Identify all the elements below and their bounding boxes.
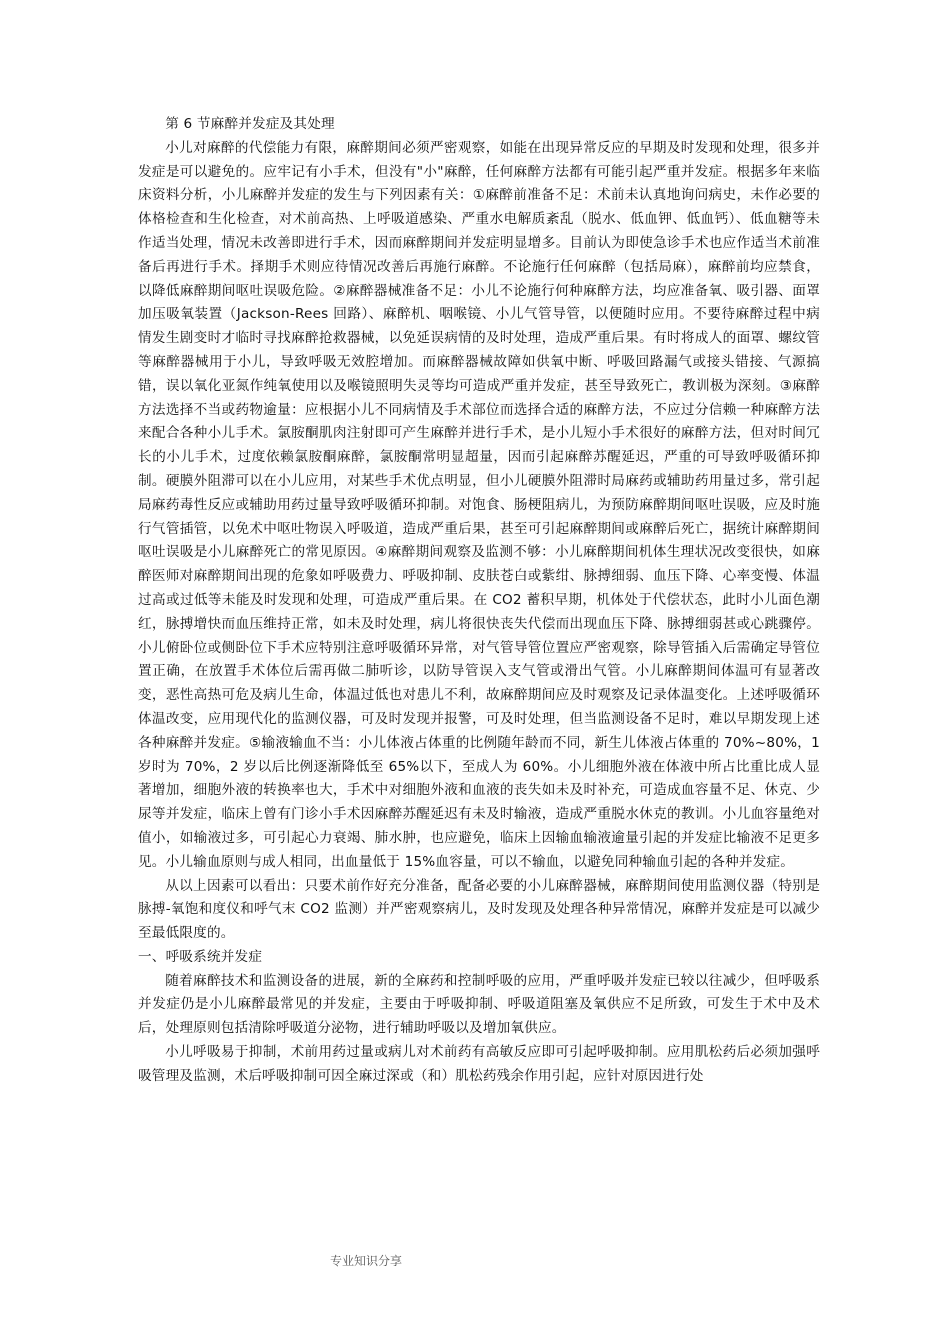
heading-respiratory-complications: 一、呼吸系统并发症 <box>138 948 263 965</box>
paragraph-summary: 从以上因素可以看出：只要术前作好充分准备，配备必要的小儿麻醉器械，麻醉期间使用监测仪器（特别是脉搏-氧饱和度仪和呼气末 CO2 监测）并严密观察病儿，及时发现及处理各种异常情况，麻醉并发症是可以减少至最低限度的。 <box>138 877 820 942</box>
document-body <box>138 113 820 1089</box>
paragraph-factors: 小儿对麻醉的代偿能力有限，麻醉期间必须严密观察，如能在出现异常反应的早期及时发现和处理，很多并发症是可以避免的。应牢记有小手术，但没有"小"麻醉，任何麻醉方法都有可能引起严重并发症。根据多年来临床资料分析，小儿麻醉并发症的发生与下列因素有关：①麻醉前准备不足：术前未认真地询问病史，未作必要的体格检查和生化检查，对术前高热、上呼吸道感染、严重水电解质紊乱（脱水、低血钾、低血钙）、低血糖等未作适当处理，情况未改善即进行手术，因而麻醉期间并发症明显增多。目前认为即使急诊手术也应作适当术前准备后再进行手术。择期手术则应待情况改善后再施行麻醉。不论施行任何麻醉（包括局麻），麻醉前均应禁食，以降低麻醉期间呕吐误吸危险。②麻醉器械准备不足：小儿不论施行何种麻醉方法，均应准备氧、吸引器、面罩加压吸氧装置（Jackson-Rees 回路）、麻醉机、咽喉镜、小儿气管导管，以便随时应用。不要待麻醉过程中病情发生剧变时才临时寻找麻醉抢救器械，以免延误病情的及时处理，造成严重后果。有时将成人的面罩、螺纹管等麻醉器械用于小儿，导致呼吸无效腔增加。而麻醉器械故障如供氧中断、呼吸回路漏气或接头错接、气源搞错，误以氧化亚氮作纯氧使用以及喉镜照明失灵等均可造成严重并发症，甚至导致死亡，教训极为深刻。③麻醉方法选择不当或药物逾量：应根据小儿不同病情及手术部位而选择合适的麻醉方法，不应过分信赖一种麻醉方法来配合各种小儿手术。氯胺酮肌肉注射即可产生麻醉并进行手术，是小儿短小手术很好的麻醉方法，但对时间冗长的小儿手术，过度依赖氯胺酮麻醉，氯胺酮常明显超量，因而引起麻醉苏醒延迟，严重的可导致呼吸循环抑制。硬膜外阻滞可以在小儿应用，对某些手术优点明显，但小儿硬膜外阻滞时局麻药或辅助药用量过多，常引起局麻药毒性反应或辅助用药过量导致呼吸循环抑制。对饱食、肠梗阻病儿，为预防麻醉期间呕吐误吸，应及时施行气管插管，以免术中呕吐物误入呼吸道，造成严重后果，甚至可引起麻醉期间或麻醉后死亡，据统计麻醉期间呕吐误吸是小儿麻醉死亡的常见原因。④麻醉期间观察及监测不够：小儿麻醉期间机体生理状况改变很快，如麻醉医师对麻醉期间出现的危象如呼吸费力、呼吸抑制、皮肤苍白或紫绀、脉搏细弱、血压下降、心率变慢、体温过高或过低等未能及时发现和处理，可造成严重后果。在 CO2 蓄积早期，机体处于代偿状态，此时小儿面色潮红，脉搏增快而血压维持正常，如未及时处理，病儿将很快丧失代偿而出现血压下降、脉搏细弱甚或心跳骤停。小儿俯卧位或侧卧位下手术应特别注意呼吸循环异常，对气管导管位置应严密观察，除导管插入后需确定导管位置正确，在放置手术体位后需再做二肺听诊，以防导管误入支气管或滑出气管。小儿麻醉期间体温可有显著改变，恶性高热可危及病儿生命，体温过低也对患儿不利，故麻醉期间应及时观察及记录体温变化。上述呼吸循环体温改变，应用现代化的监测仪器，可及时发现并报警，可及时处理，但当监测设备不足时，难以早期发现上述各种麻醉并发症。⑤输液输血不当：小儿体液占体重的比例随年龄而不同，新生儿体液占体重的 70%~80%，1 岁时为 70%，2 岁以后比例逐渐降低至 65%以下，至成人为 60%。小儿细胞外液在体液中所占比重比成人显著增加，细胞外液的转换率也大，手术中对细胞外液和血液的丧失如未及时补充，可造成血容量不足、休克、少尿等并发症，临床上曾有门诊小手术因麻醉苏醒延迟有未及时输液，造成严重脱水休克的教训。小儿血容量绝对值小，如输液过多，可引起心力衰竭、肺水肿，也应避免，临床上因输血输液逾量引起的并发症比输液不足更多见。小儿输血原则与成人相同，出血量低于 15%血容量，可以不输血，以避免同种输血引起的各种并发症。 <box>138 139 820 870</box>
paragraph-respiratory-overview: 随着麻醉技术和监测设备的进展，新的全麻药和控制呼吸的应用，严重呼吸并发症已较以往减少，但呼吸系并发症仍是小儿麻醉最常见的并发症，主要由于呼吸抑制、呼吸道阻塞及氧供应不足所致，可发生于术中及术后，处理原则包括清除呼吸道分泌物，进行辅助呼吸以及增加氧供应。 <box>138 972 820 1037</box>
footer-watermark-text: 专业知识分享 <box>330 1254 403 1268</box>
paragraph-respiratory-depression: 小儿呼吸易于抑制，术前用药过量或病儿对术前药有高敏反应即可引起呼吸抑制。应用肌松药后必须加强呼吸管理及监测，术后呼吸抑制可因全麻过深或（和）肌松药残余作用引起，应针对原因进行处 <box>138 1044 820 1084</box>
section-title: 第 6 节麻醉并发症及其处理 <box>165 116 335 132</box>
